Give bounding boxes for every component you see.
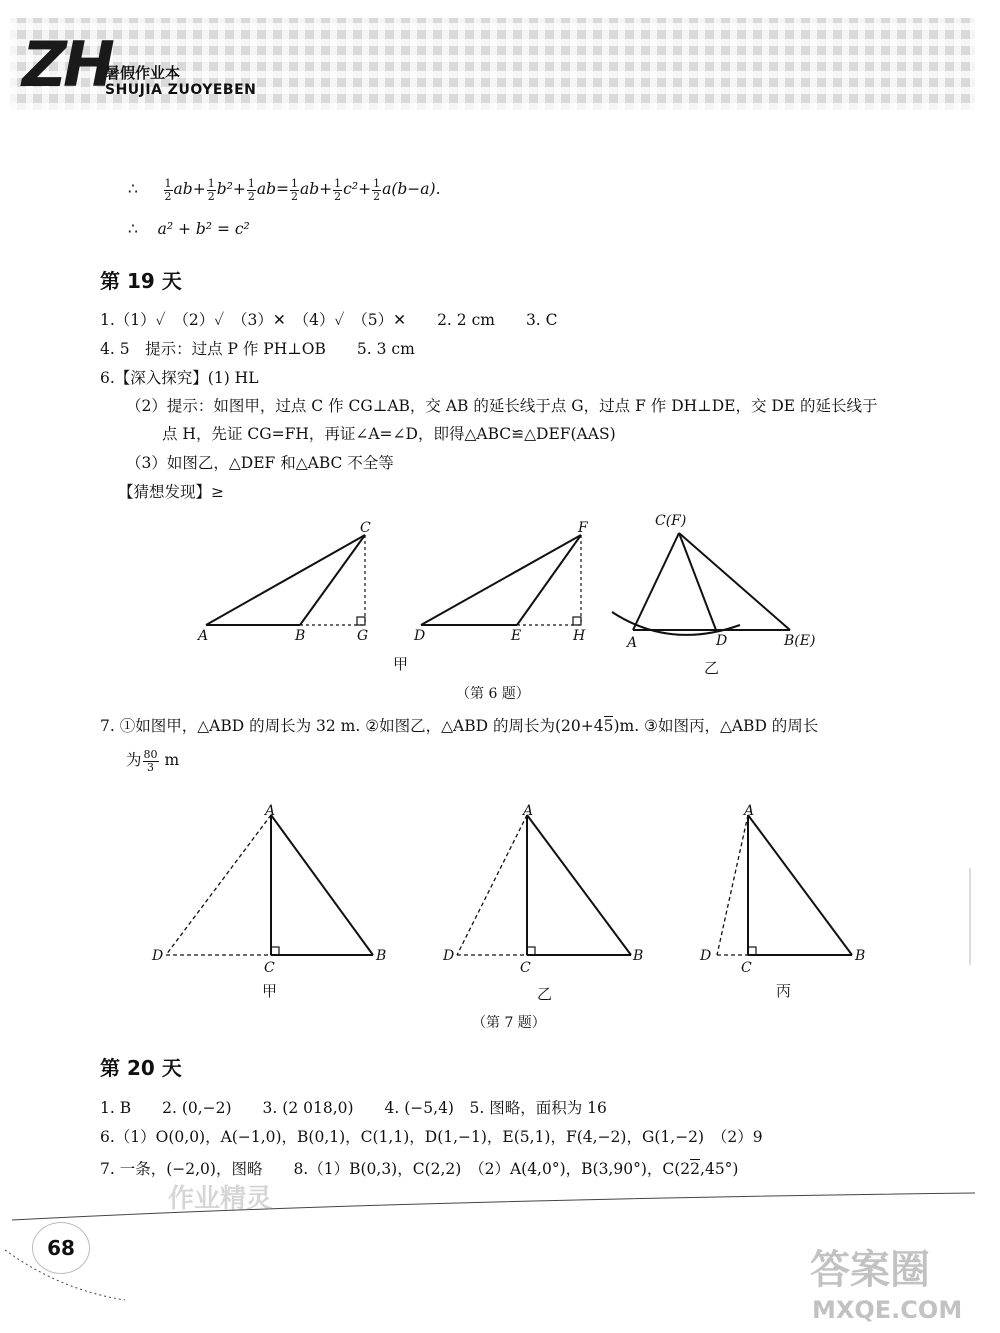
- header-title-cn: 暑假作业本: [105, 64, 181, 82]
- label-b: B: [295, 628, 306, 644]
- label-f: F: [578, 520, 588, 536]
- fig7-label-a-jia: A: [265, 803, 276, 819]
- stamp-watermark: 作业精灵: [168, 1184, 273, 1214]
- answer-day20-q6: 6.（1）O(0,0)，A(−1,0)，B(0,1)，C(1,1)，D(1,−1)，E(5,1)，F(4,−2)，G(1,−2) （2）9: [100, 1128, 763, 1146]
- label-be: B(E): [784, 633, 816, 649]
- label-d: D: [414, 628, 426, 644]
- section-title-day20: 第 20 天: [100, 1056, 182, 1080]
- proof-conclusion: a² + b² = c²: [157, 220, 250, 238]
- triangle-yi: [612, 533, 790, 635]
- fig7-caption: （第 7 题）: [472, 1015, 546, 1031]
- right-angle-mark-g: [357, 617, 365, 625]
- label-c: C: [360, 520, 371, 536]
- fig7-label-d-yi: D: [443, 948, 455, 964]
- page-number: 68: [32, 1222, 90, 1274]
- fig7-sublabel-yi: 乙: [537, 985, 553, 1003]
- header-title-en: SHUJIA ZUOYEBEN: [105, 82, 257, 98]
- fig7-label-c-bing: C: [741, 960, 752, 976]
- fig7-label-b-bing: B: [855, 948, 866, 964]
- label-g: G: [357, 628, 369, 644]
- watermark-logo: 答案圈: [810, 1247, 930, 1293]
- label-h: H: [573, 628, 586, 644]
- fig6-sublabel-jia: 甲: [393, 655, 409, 673]
- fig7-right-angle-jia: [271, 947, 279, 955]
- fig7-label-c-jia: C: [264, 960, 275, 976]
- label-d2: D: [716, 633, 728, 649]
- fig7-triangle-jia: [271, 815, 373, 955]
- fig7-sublabel-jia: 甲: [262, 982, 278, 1000]
- fig6-sublabel-yi: 乙: [704, 659, 720, 677]
- answer-q6-part2-line1: （2）提示：如图甲，过点 C 作 CG⊥AB，交 AB 的延长线于点 G，过点 F 作 DH⊥DE，交 DE 的延长线于: [126, 397, 878, 415]
- section-title-day19: 第 19 天: [100, 269, 182, 293]
- watermark-url: MXQE.COM: [812, 1296, 963, 1324]
- fig7-sublabel-bing: 丙: [776, 982, 792, 1000]
- answer-q6-guess: 【猜想发现】≥: [118, 483, 224, 501]
- fig7-label-d-jia: D: [152, 948, 164, 964]
- fig7-triangle-bing: [748, 815, 852, 955]
- label-a: A: [198, 628, 209, 644]
- proof-line-1: ∴ $\frac{1}{2}$ ab+ $\frac{1}{2}$ b²+ $\frac{1}{2}$ ab= $\frac{1}{2}$ ab+ $\frac{1}{2}$ c²+ $\frac{1}{2}$ a(b−a).: [128, 177, 441, 203]
- header-logo: ZH: [22, 28, 111, 101]
- fig7-label-a-bing: A: [744, 803, 755, 819]
- fig7-right-angle-yi: [527, 947, 535, 955]
- answer-day20-q7-q8: 7. 一条，(−2,0)，图略 8.（1）B(0,3)，C(2,2) （2）A(4,0°)，B(3,90°)，C(22,45°): [100, 1160, 739, 1178]
- fig7-label-c-yi: C: [520, 960, 531, 976]
- label-e: E: [511, 628, 522, 644]
- right-angle-mark-h: [573, 617, 581, 625]
- fig7-label-d-bing: D: [700, 948, 712, 964]
- therefore-symbol: ∴: [128, 180, 138, 199]
- answer-q6-part1: 6.【深入探究】(1) HL: [100, 369, 259, 387]
- label-cf: C(F): [655, 513, 687, 529]
- fig6-caption: （第 6 题）: [456, 686, 530, 702]
- fig7-label-a-yi: A: [523, 803, 534, 819]
- fig7-label-b-yi: B: [633, 948, 644, 964]
- proof-line-2: ∴ a² + b² = c²: [128, 220, 250, 238]
- triangle-def: [421, 535, 581, 625]
- fraction-half: $\frac{1}{2}$: [164, 177, 172, 203]
- fig7-triangle-yi: [527, 815, 631, 955]
- fig7-label-b-jia: B: [376, 948, 387, 964]
- answer-q4-q5: 4. 5 提示：过点 P 作 PH⊥OB 5. 3 cm: [100, 340, 415, 358]
- answer-q7-line1: 7. ①如图甲，△ABD 的周长为 32 m. ②如图乙，△ABD 的周长为(20+45)m. ③如图丙，△ABD 的周长: [100, 717, 819, 735]
- triangle-abc: [206, 535, 365, 625]
- fig7-right-angle-bing: [748, 947, 756, 955]
- answer-q6-part2-line2: 点 H，先证 CG=FH，再证∠A=∠D，即得△ABC≌△DEF(AAS): [162, 425, 616, 443]
- answer-day20-q1-q5: 1. B 2. (0,−2) 3. (2 018,0) 4. (−5,4) 5. 图略，面积为 16: [100, 1099, 607, 1117]
- answer-q1-q3: 1.（1）✓ （2）✓ （3）✕ （4）✓ （5）✕ 2. 2 cm 3. C: [100, 311, 558, 329]
- answer-q7-line2: 为 $\frac{80}{3}$ m: [126, 748, 180, 774]
- label-a2: A: [627, 635, 638, 651]
- answer-q6-part3: （3）如图乙，△DEF 和△ABC 不全等: [126, 454, 394, 472]
